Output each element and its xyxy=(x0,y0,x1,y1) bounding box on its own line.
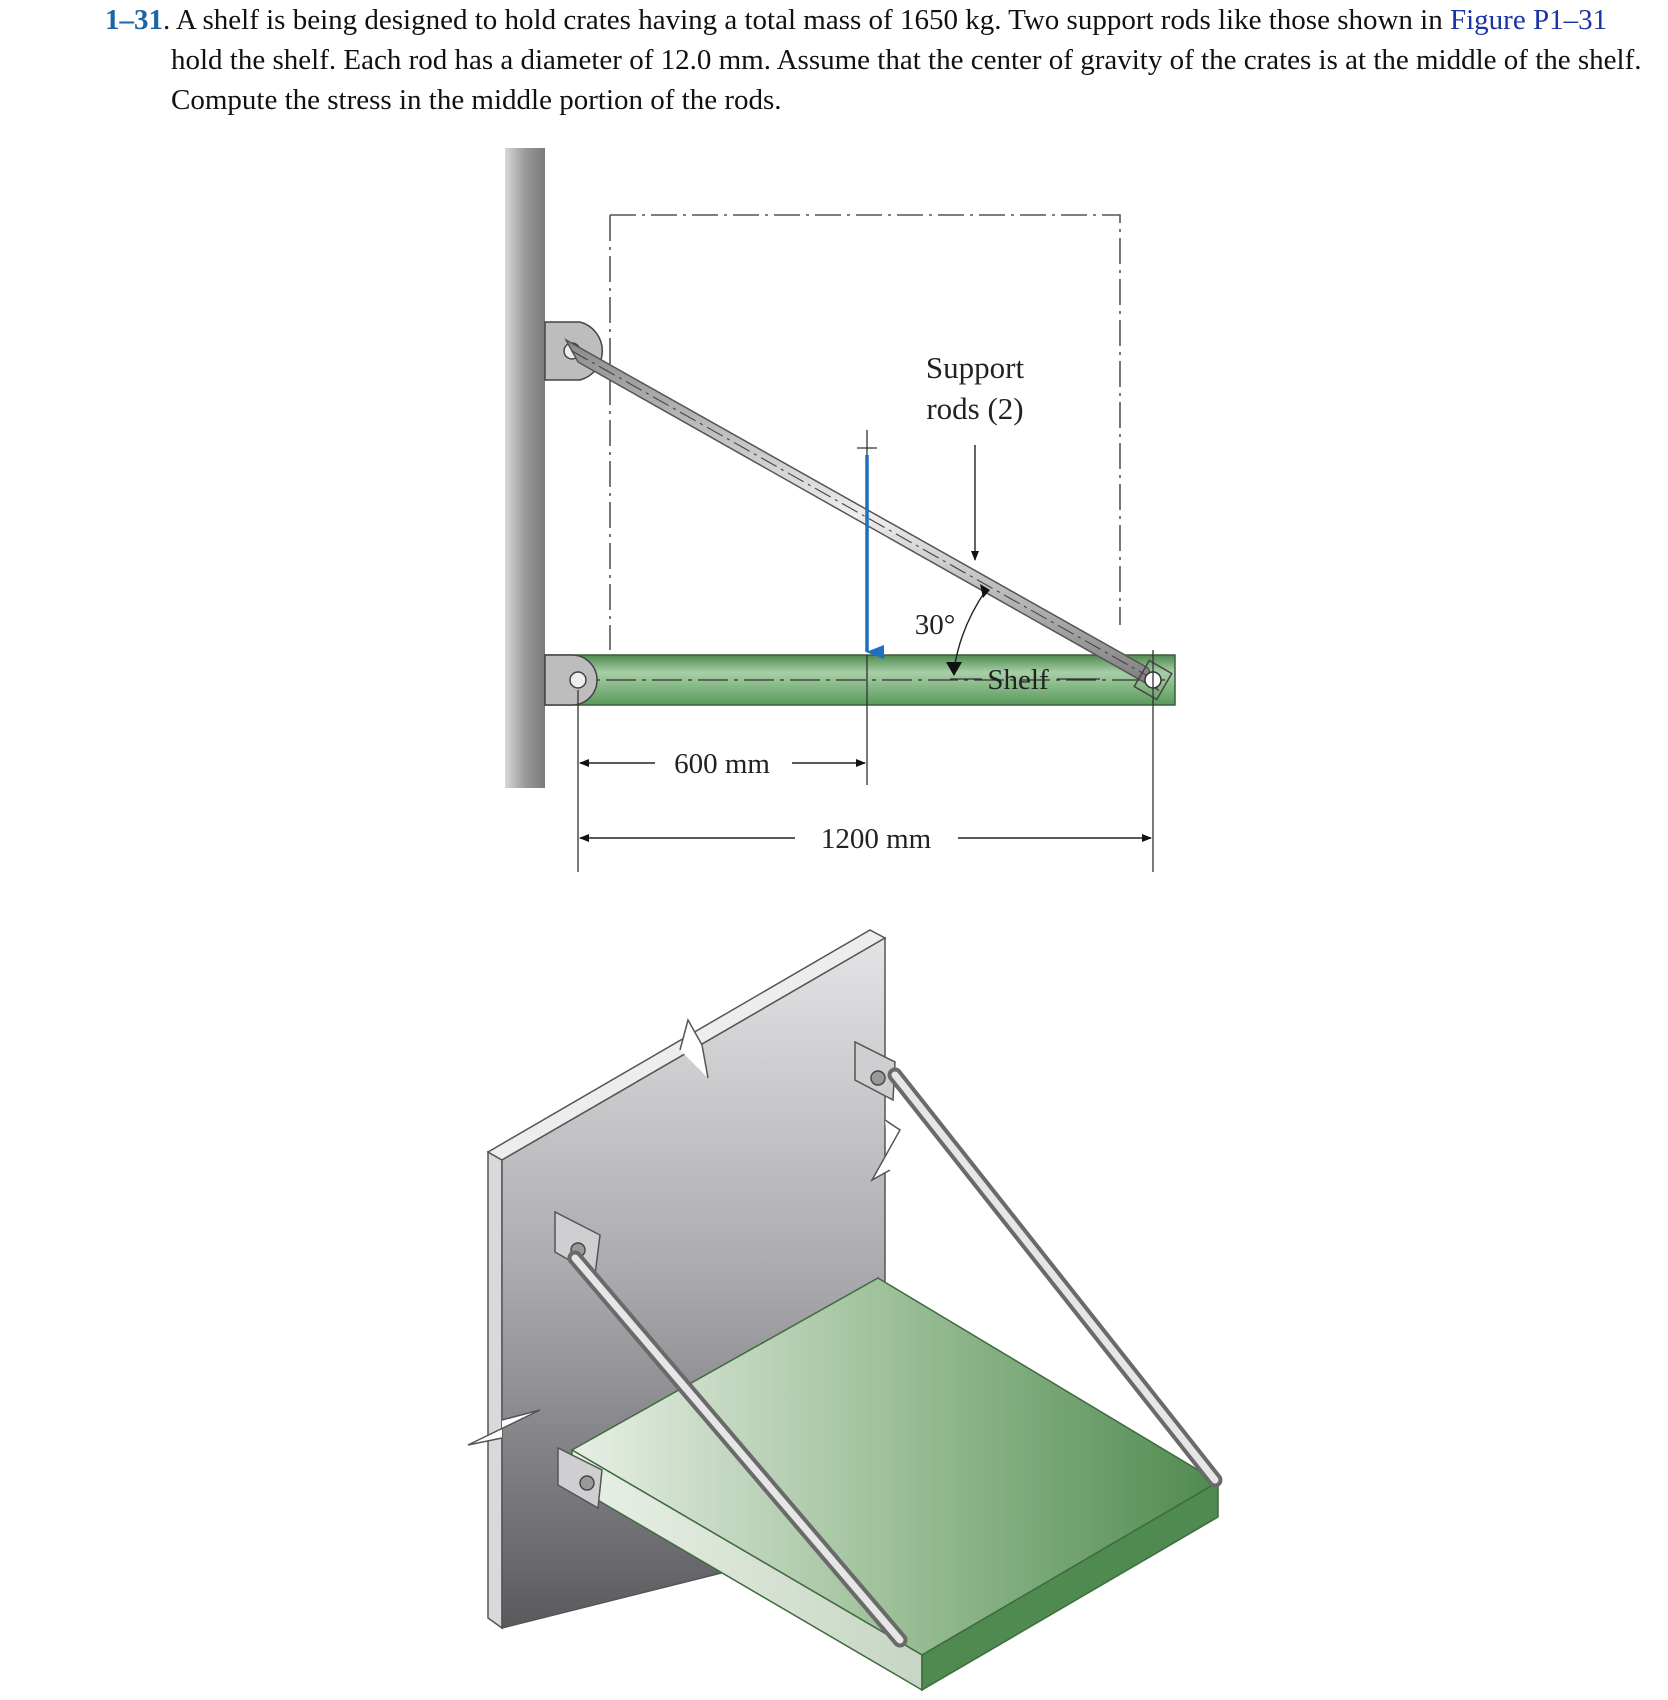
wall xyxy=(505,148,545,788)
problem-number: 1–31 xyxy=(105,4,163,36)
support-label: Support xyxy=(925,350,1025,385)
construction-lines xyxy=(610,215,1120,650)
lower-pin xyxy=(570,672,586,688)
isometric-view xyxy=(468,930,1218,1690)
iso-pin-lower-left xyxy=(580,1476,594,1490)
shelf-label: Shelf xyxy=(987,664,1049,696)
dim-1200-label: 1200 mm xyxy=(820,823,932,855)
wall-plate-edge xyxy=(488,1152,502,1628)
rods-label: rods (2) xyxy=(926,391,1024,426)
elevation-view xyxy=(505,148,1175,872)
problem-text-1: . A shelf is being designed to hold crates having a total mass of 1650 kg. Two support rods like those shown in xyxy=(163,4,1450,36)
dim-600-label: 600 mm xyxy=(674,748,770,780)
iso-pin-upper-right xyxy=(871,1071,885,1085)
figure-reference-link[interactable]: Figure P1–31 xyxy=(1450,4,1608,36)
angle-label: 30° xyxy=(914,609,956,641)
problem-text-2: hold the shelf. Each rod has a diameter of 12.0 mm. Assume that the center of gravity of the crates is at the middle of the shelf. Compute the stress in the middle portion of the rods. xyxy=(171,44,1642,116)
rod-centerline xyxy=(572,351,1153,679)
